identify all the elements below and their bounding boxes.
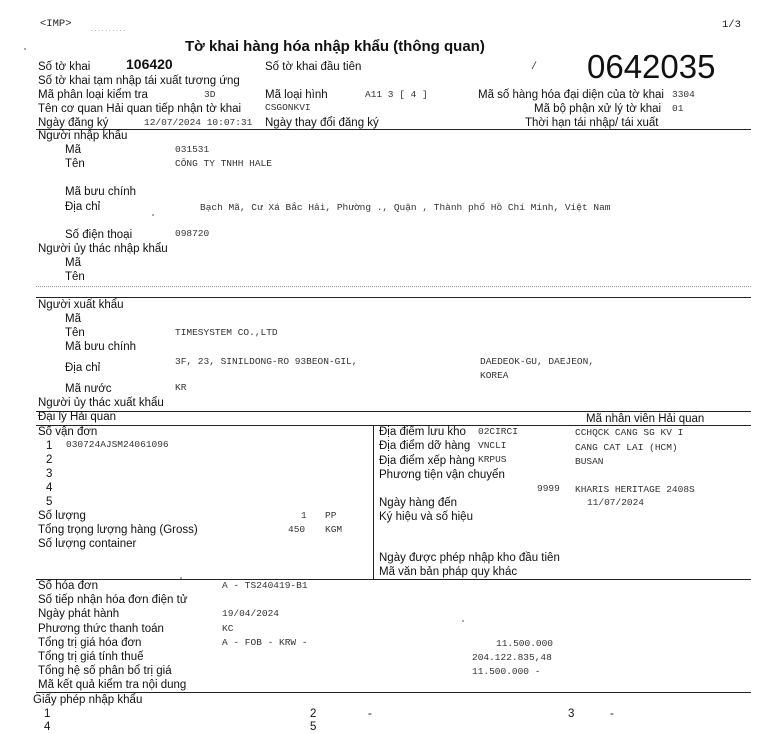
phan-loai-label: Mã phân loại kiểm tra: [38, 89, 148, 101]
exporter-dia-chi-line3: KOREA: [480, 370, 509, 381]
scan-speck: [462, 620, 464, 622]
so-hoa-don-label: Số hóa đơn: [38, 580, 98, 592]
importer-section-label: Người nhập khẩu: [38, 130, 128, 142]
importer-ten-label: Tên: [65, 158, 85, 170]
ky-hieu-label: Ký hiệu và số hiệu: [379, 511, 473, 523]
scan-speck: [24, 48, 26, 50]
ngay-phep-label: Ngày được phép nhập kho đầu tiên: [379, 552, 560, 564]
ma-so-hh-label: Mã số hàng hóa đại diện của tờ khai: [478, 89, 664, 101]
ket-qua-label: Mã kết quả kiểm tra nội dung: [38, 679, 187, 691]
van-don-value-1: 030724AJSM24061096: [66, 439, 169, 450]
luu-kho-code: 02CIRCI: [478, 426, 518, 437]
xep-hang-name: BUSAN: [575, 456, 604, 467]
luu-kho-name: CCHQCK CANG SG KV I: [575, 427, 684, 438]
van-don-row-2: 2: [46, 454, 53, 466]
permit-row-1: 1: [44, 708, 51, 720]
permit-row-5: 5: [310, 721, 317, 733]
shipping-vertical-divider: [373, 425, 374, 579]
trong-luong-value: 450: [288, 524, 306, 535]
so-luong-value: 1: [301, 510, 307, 521]
uy-thac-nk-ma-label: Mã: [65, 257, 81, 269]
container-label: Số lượng container: [38, 538, 137, 550]
ngay-thay-doi-label: Ngày thay đổi đăng ký: [265, 117, 379, 129]
importer-dien-thoai-label: Số điện thoại: [65, 229, 133, 241]
uy-thac-xk-label: Người ủy thác xuất khẩu: [38, 397, 164, 409]
so-to-khai-value: 106420: [126, 56, 173, 72]
tiep-nhan-label: Số tiếp nhận hóa đơn điện tử: [38, 594, 188, 606]
exporter-dia-chi-label: Địa chỉ: [65, 362, 101, 374]
van-don-row-3: 3: [46, 468, 53, 480]
permit-row-3: 3: [568, 708, 575, 720]
divider-importer: [36, 297, 751, 298]
trong-luong-label: Tổng trọng lượng hàng (Gross): [38, 524, 198, 536]
permit-row-4: 4: [44, 721, 51, 733]
so-to-khai-dau-tien-label: Số tờ khai đầu tiên: [265, 61, 362, 73]
van-don-row-5: 5: [46, 496, 53, 508]
divider-importer-dotted: [36, 286, 751, 287]
luu-kho-label: Địa điểm lưu kho: [379, 426, 466, 438]
exporter-ma-nuoc-label: Mã nước: [65, 383, 112, 395]
exporter-dia-chi-line2: DAEDEOK-GU, DAEJEON,: [480, 356, 595, 367]
co-quan-label: Tên cơ quan Hải quan tiếp nhận tờ khai: [38, 103, 242, 115]
imp-tag-note: ..........: [90, 26, 127, 33]
ngay-dang-ky-label: Ngày đăng ký: [38, 117, 109, 129]
exporter-dia-chi-line1: 3F, 23, SINILDONG-RO 93BEON-GIL,: [175, 356, 358, 367]
nhan-vien-label: Mã nhân viên Hải quan: [586, 413, 705, 425]
ngay-den-label: Ngày hàng đến: [379, 497, 458, 509]
tri-gia-thue-label: Tổng trị giá tính thuế: [38, 651, 144, 663]
so-to-khai-label: Số tờ khai: [38, 61, 91, 73]
permit-dash-2: -: [368, 708, 372, 720]
phan-loai-value: 3D: [204, 89, 216, 100]
phuong-tien-name: KHARIS HERITAGE 2408S: [575, 484, 695, 495]
permit-dash-3: -: [610, 708, 614, 720]
permit-row-2: 2: [310, 708, 317, 720]
phuong-tien-code: 9999: [537, 483, 560, 494]
co-quan-value: CSGONKVI: [265, 102, 311, 113]
number-slash: /: [531, 62, 538, 73]
ngay-phat-hanh-value: 19/04/2024: [222, 608, 280, 619]
loai-hinh-label: Mã loại hình: [265, 89, 328, 101]
so-hoa-don-value: A - TS240419-B1: [222, 580, 308, 591]
tong-tri-gia-label: Tổng trị giá hóa đơn: [38, 637, 142, 649]
uy-thac-nk-label: Người ủy thác nhập khẩu: [38, 243, 168, 255]
declaration-big-number: 0642035: [587, 48, 716, 85]
divider-exporter: [36, 411, 751, 412]
tri-gia-thue-value: 204.122.835,48: [472, 652, 552, 663]
importer-dien-thoai-value: 098720: [175, 228, 210, 239]
van-don-label: Số vận đơn: [38, 426, 98, 438]
he-so-label: Tổng hệ số phân bổ trị giá: [38, 665, 172, 677]
exporter-ma-label: Mã: [65, 313, 81, 325]
bo-phan-label: Mã bộ phận xử lý tờ khai: [534, 103, 662, 115]
scan-speck: [152, 214, 154, 216]
ngay-phat-hanh-label: Ngày phát hành: [38, 608, 120, 620]
page-title: Tờ khai hàng hóa nhập khẩu (thông quan): [185, 38, 485, 55]
exporter-ten-label: Tên: [65, 327, 85, 339]
phuong-tien-label: Phương tiện vận chuyển: [379, 469, 505, 481]
so-luong-label: Số lượng: [38, 510, 86, 522]
importer-ten-value: CÔNG TY TNHH HALE: [175, 158, 272, 169]
uy-thac-nk-ten-label: Tên: [65, 271, 85, 283]
so-luong-unit: PP: [325, 510, 337, 521]
importer-ma-label: Mã: [65, 144, 81, 156]
exporter-ma-nuoc-value: KR: [175, 382, 187, 393]
xep-hang-label: Địa điểm xếp hàng: [379, 455, 475, 467]
importer-buu-chinh-label: Mã bưu chính: [65, 186, 136, 198]
divider-decl: [36, 129, 751, 130]
van-don-row-4: 4: [46, 482, 53, 494]
exporter-ten-value: TIMESYSTEM CO.,LTD: [175, 327, 278, 338]
he-so-value: 11.500.000 -: [472, 666, 541, 677]
do-hang-code: VNCLI: [478, 440, 507, 451]
ngay-dang-ky-value: 12/07/2024 10:07:31: [144, 117, 253, 128]
phuong-thuc-value: KC: [222, 623, 234, 634]
divider-shipping: [36, 579, 751, 580]
do-hang-label: Địa điểm dỡ hàng: [379, 440, 471, 452]
ngay-den-value: 11/07/2024: [587, 497, 645, 508]
exporter-section-label: Người xuất khẩu: [38, 299, 124, 311]
divider-invoice: [36, 692, 751, 693]
thoi-han-label: Thời hạn tái nhập/ tái xuất: [525, 117, 659, 129]
tam-nhap-label: Số tờ khai tạm nhập tái xuất tương ứng: [38, 75, 240, 87]
scan-speck: [180, 577, 182, 579]
exporter-buu-chinh-label: Mã bưu chính: [65, 341, 136, 353]
tong-tri-gia-value: 11.500.000: [496, 638, 554, 649]
importer-dia-chi-value: Bạch Mã, Cư Xá Bắc Hải, Phường ., Quận , Thành phố Hồ Chí Minh, Việt Nam: [200, 202, 611, 213]
ma-so-hh-value: 3304: [672, 89, 695, 100]
trong-luong-unit: KGM: [325, 524, 343, 535]
importer-ma-value: 031531: [175, 144, 210, 155]
do-hang-name: CANG CAT LAI (HCM): [575, 442, 678, 453]
ma-van-ban-label: Mã văn bản pháp quy khác: [379, 566, 518, 578]
bo-phan-value: 01: [672, 103, 684, 114]
page-number: 1/3: [722, 19, 741, 31]
phuong-thuc-label: Phương thức thanh toán: [38, 623, 164, 635]
tong-tri-gia-code: A - FOB - KRW -: [222, 637, 308, 648]
importer-dia-chi-label: Địa chỉ: [65, 201, 101, 213]
dai-ly-label: Đại lý Hải quan: [38, 411, 116, 423]
xep-hang-code: KRPUS: [478, 454, 507, 465]
imp-tag: <IMP>: [40, 18, 72, 30]
loai-hinh-value: A11 3 [ 4 ]: [365, 89, 428, 100]
giay-phep-label: Giấy phép nhập khẩu: [33, 694, 143, 706]
van-don-row-1: 1: [46, 440, 53, 452]
